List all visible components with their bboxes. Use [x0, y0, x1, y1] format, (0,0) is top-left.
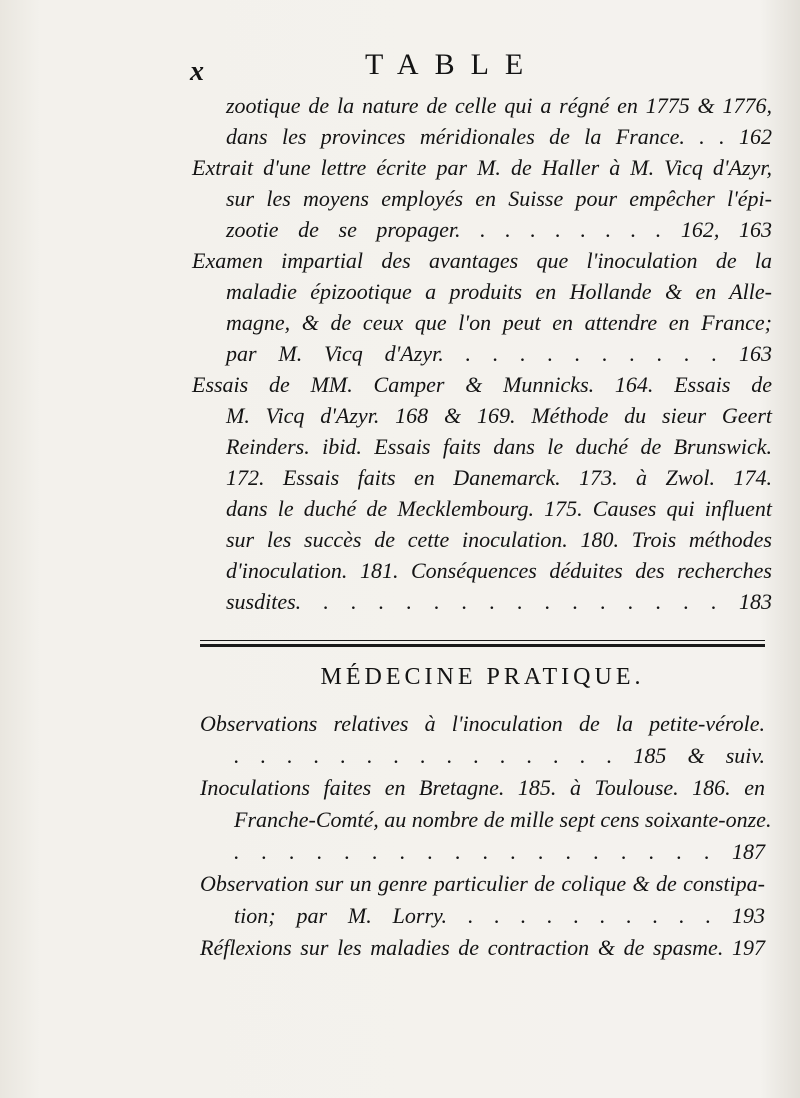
entry-line: Réflexions sur les maladies de contraction & de spasme. 197 [200, 935, 765, 960]
page-number: x [190, 56, 204, 87]
table-entries [192, 90, 772, 617]
section-entries [200, 708, 772, 964]
entry-line: dans le duché de Mecklembourg. 175. Causes qui influent [226, 496, 772, 521]
list-item [192, 152, 772, 245]
list-item [192, 369, 772, 617]
list-item [200, 708, 765, 772]
entry-line: Observation sur un genre particulier de colique & de constipa- [200, 871, 765, 896]
entry-line: zootique de la nature de celle qui a régné en 1775 & 1776, [226, 93, 772, 118]
list-item [200, 868, 765, 932]
entry-line: Inoculations faites en Bretagne. 185. à Toulouse. 186. en [200, 775, 765, 800]
entry-line: sur les succès de cette inoculation. 180. Trois méthodes [226, 527, 772, 552]
entry-line: tion; par M. Lorry. . . . . . . . . . . 193 [234, 903, 765, 928]
list-item [200, 932, 765, 964]
entry-line: . . . . . . . . . . . . . . . . . . 187 [234, 839, 765, 864]
list-item [192, 90, 772, 152]
entry-line: zootie de se propager. . . . . . . . . 162, 163 [226, 217, 772, 242]
running-header [190, 46, 770, 86]
entry-line: Essais de MM. Camper & Munnicks. 164. Essais de [192, 372, 772, 397]
running-title: TABLE [365, 48, 540, 81]
list-item [192, 245, 772, 369]
entry-line: Reinders. ibid. Essais faits dans le duché de Brunswick. [226, 434, 772, 459]
entry-line: susdites. . . . . . . . . . . . . . . . 183 [226, 589, 772, 614]
entry-line: Extrait d'une lettre écrite par M. de Haller à M. Vicq d'Azyr, [192, 155, 772, 180]
entry-line: 172. Essais faits en Danemarck. 173. à Zwol. 174. [226, 465, 772, 490]
entry-line: dans les provinces méridionales de la France. . . 162 [226, 124, 772, 149]
list-item [200, 772, 772, 868]
section-divider [200, 644, 765, 647]
entry-line: Examen impartial des avantages que l'inoculation de la [192, 248, 772, 273]
entry-line: sur les moyens employés en Suisse pour empêcher l'épi- [226, 186, 772, 211]
entry-line: . . . . . . . . . . . . . . . 185 & suiv. [234, 743, 765, 768]
entry-line: Franche-Comté, au nombre de mille sept cens soixante-onze. [234, 807, 772, 832]
entry-line: M. Vicq d'Azyr. 168 & 169. Méthode du sieur Geert [226, 403, 772, 428]
section-divider-thin [200, 640, 765, 641]
section-title: MÉDECINE PRATIQUE. [320, 664, 645, 690]
entry-line: magne, & de ceux que l'on peut en attendre en France; [226, 310, 772, 335]
entry-line: Observations relatives à l'inoculation de la petite-vérole. [200, 711, 765, 736]
entry-line: par M. Vicq d'Azyr. . . . . . . . . . . 163 [226, 341, 772, 366]
entry-line: maladie épizootique a produits en Hollande & en Alle- [226, 279, 772, 304]
entry-line: d'inoculation. 181. Conséquences déduites des recherches [226, 558, 772, 583]
